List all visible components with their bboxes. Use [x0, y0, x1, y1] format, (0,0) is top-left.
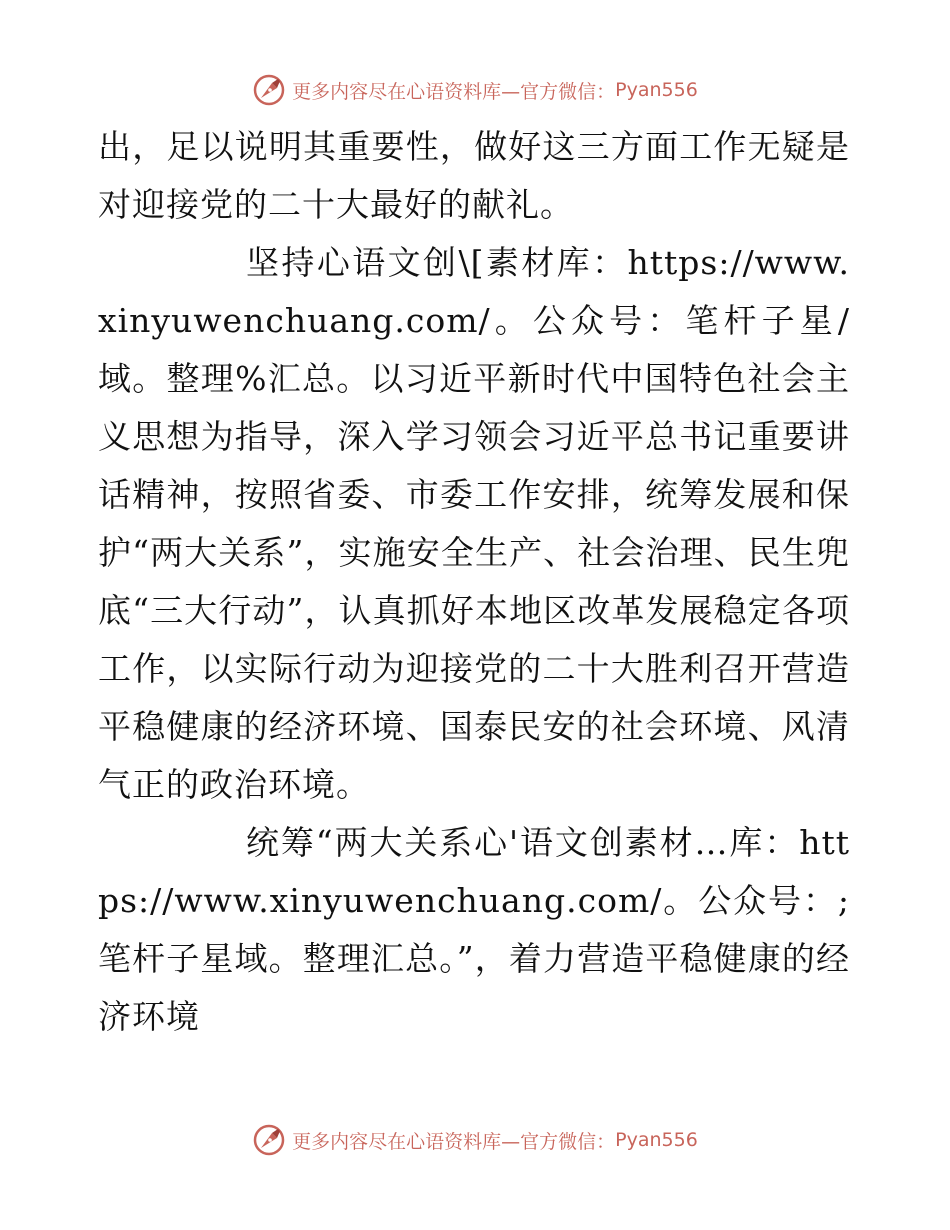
paragraph-2: 坚持心语文创\[素材库：https://www.xinyuwenchuang.com/。公众号：笔杆子星/域。整理%汇总。以习近平新时代中国特色社会主义思想为指导，深入学习领会习近平总书记重要讲话精神，按照省委、市委工作安排，统筹发展和保护“两大关系”，实施安全生产、社会治理、民生兜底“三大行动”，认真抓好本地区改革发展稳定各项工作，以实际行动为迎接党的二十大胜利召开营造平稳健康的经济环境、国泰民安的社会环境、风清气正的政治环境。 — [98, 243, 850, 804]
footer-watermark-banner — [0, 1120, 950, 1160]
pen-nib-logo-icon — [252, 1123, 286, 1157]
banner-wechat-id: Pyan556 — [615, 79, 698, 101]
banner-text: 更多内容尽在心语资料库—官方微信： — [292, 80, 616, 103]
paragraph-1: 出，足以说明其重要性，做好这三方面工作无疑是对迎接党的二十大最好的献礼。 — [98, 127, 850, 224]
pen-nib-logo-icon — [252, 73, 286, 107]
paragraph-3: 统筹“两大关系心'语文创素材…库：https://www.xinyuwenchuang.com/。公众号：;笔杆子星域。整理汇总。”，着力营造平稳健康的经济环境 — [98, 823, 850, 1036]
banner-wechat-id: Pyan556 — [615, 1129, 698, 1151]
header-watermark-banner — [0, 70, 950, 110]
document-body — [98, 118, 850, 1046]
banner-text: 更多内容尽在心语资料库—官方微信： — [292, 1130, 616, 1153]
